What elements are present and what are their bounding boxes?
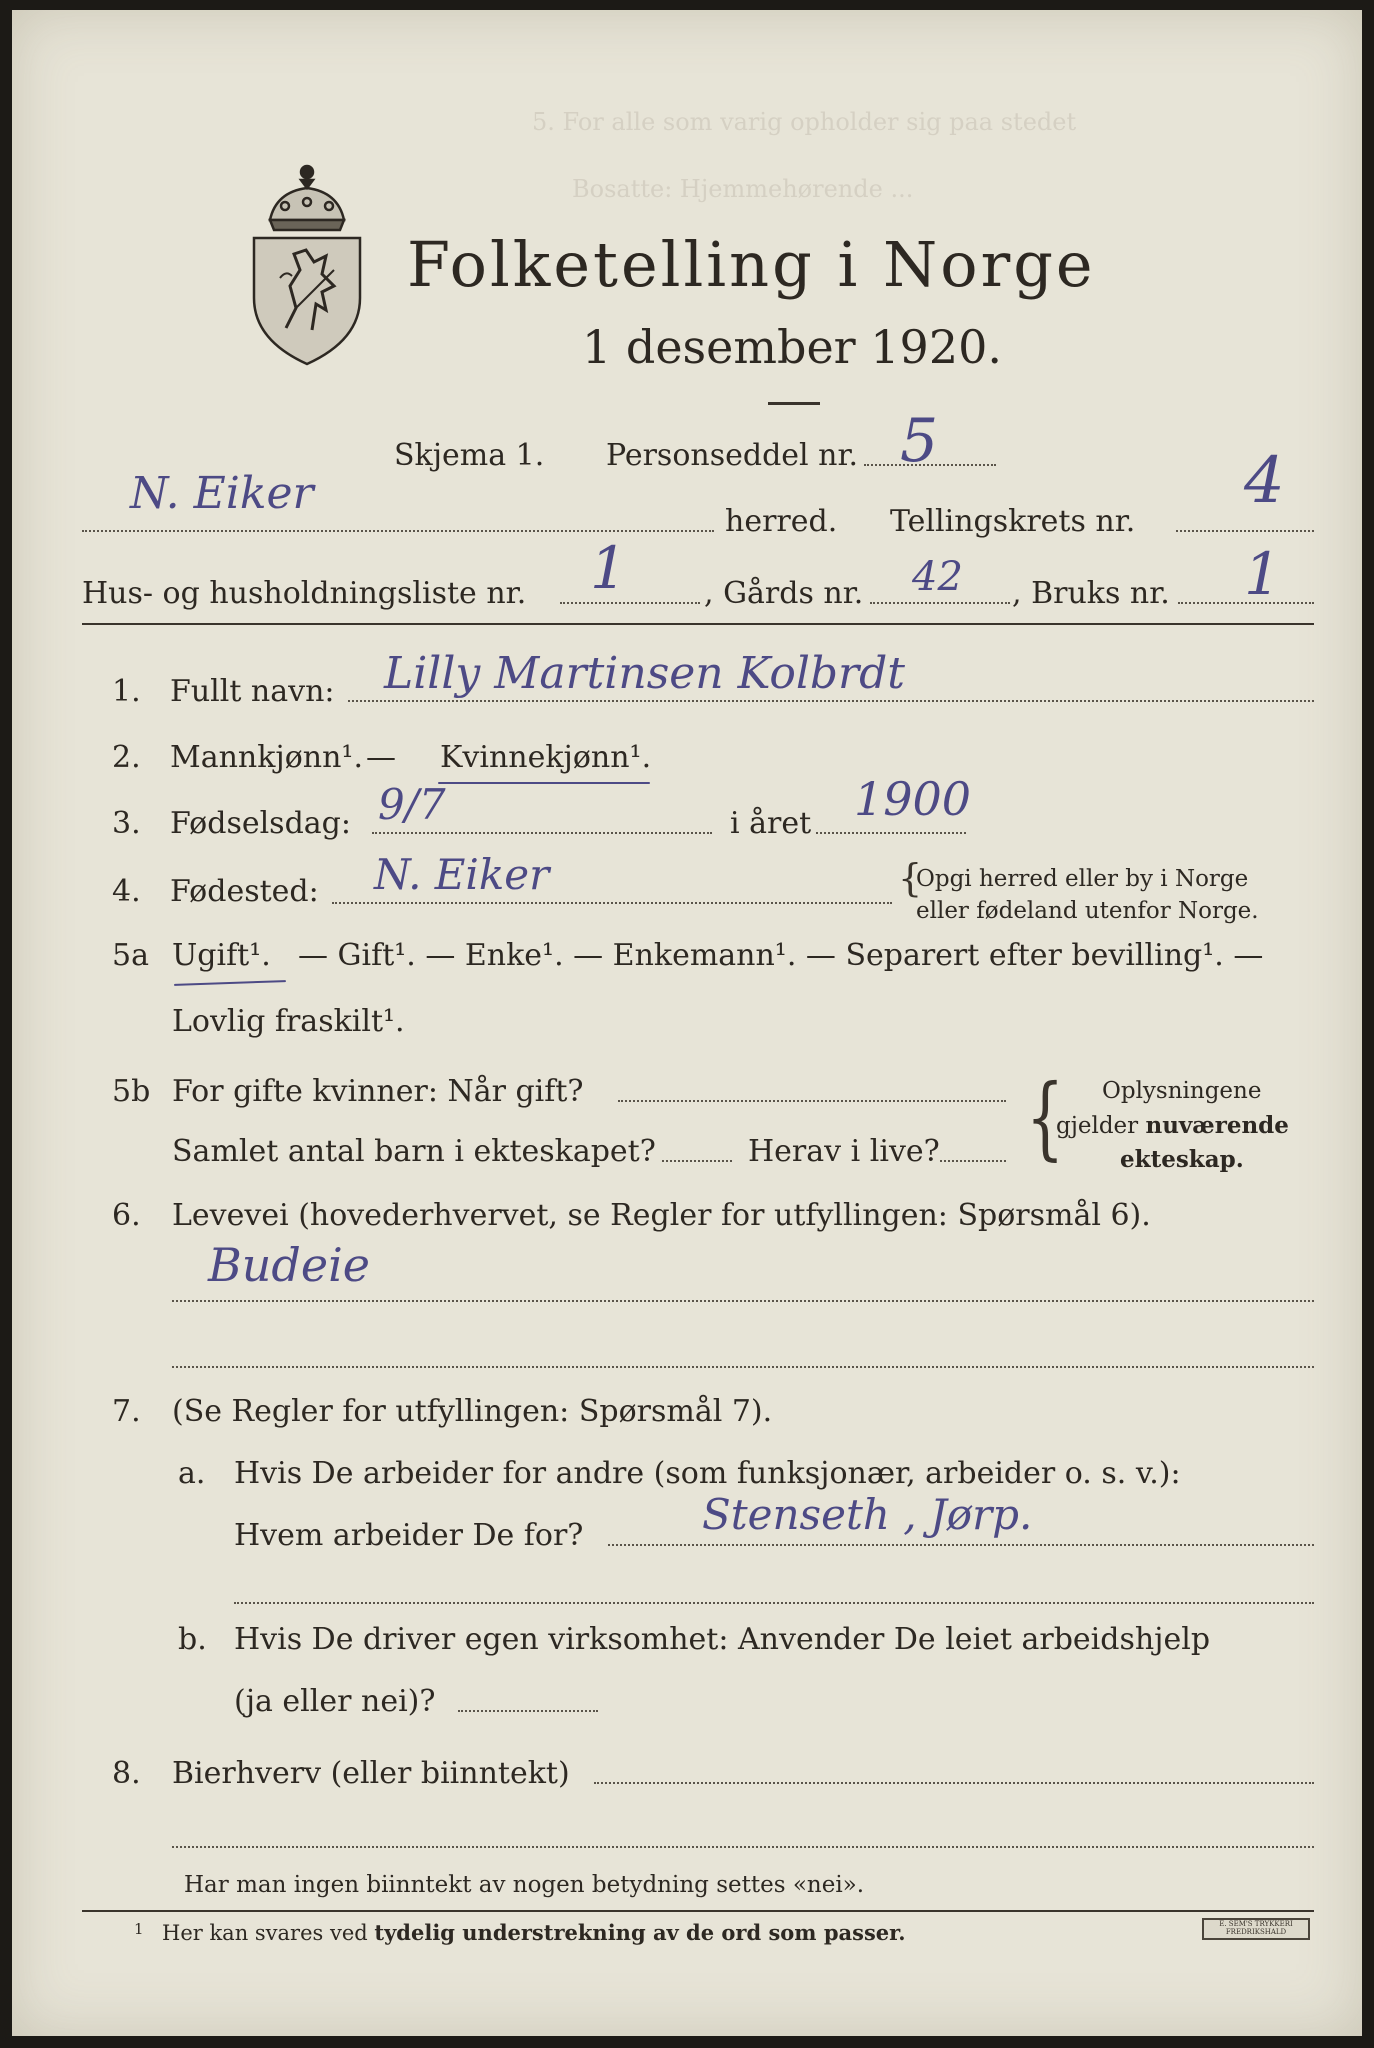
ugift-option: Ugift¹. [172,938,271,973]
occupation-value: Budeie [208,1238,371,1292]
bruks-label: , Bruks nr. [1012,576,1170,611]
husholdningsliste-label: Hus- og husholdningsliste nr. [82,576,527,611]
occupation-line-1 [172,1300,1314,1302]
birthplace-note-line1: Opgi herred eller by i Norge [916,866,1249,892]
footer-divider [82,1910,1314,1912]
q7-number: 7. [112,1394,141,1429]
q6-number: 6. [112,1198,141,1233]
husholdningsliste-line [560,602,700,604]
marriage-note-line3: ekteskap. [1120,1146,1244,1173]
q2-dash: — [366,740,396,775]
birthday-line [372,832,712,834]
personseddel-value: 5 [900,406,939,476]
q8-number: 8. [112,1756,141,1791]
footnote-text [162,1920,906,1945]
marriage-note-line2-bold: nuværende [1145,1112,1289,1139]
tellingskrets-value: 4 [1244,444,1285,518]
printer-stamp: E. SEM'S TRYKKERI FREDRIKSHALD [1202,1918,1310,1940]
children-count-label: Samlet antal barn i ekteskapet? [172,1134,656,1169]
lovlig-fraskilt-option: Lovlig fraskilt¹. [172,1004,405,1039]
q1-number: 1. [112,674,141,709]
bruks-value: 1 [1244,540,1281,608]
q4-number: 4. [112,874,141,909]
q5a-number: 5a [112,938,149,973]
q5b-number: 5b [112,1074,151,1109]
q7-label: (Se Regler for utfyllingen: Spørsmål 7). [172,1394,773,1429]
side-income-line [594,1782,1314,1784]
footnote-mark: 1 [134,1920,144,1938]
birthplace-label: Fødested: [170,874,319,909]
title-divider [768,402,820,405]
occupation-line-2 [172,1366,1314,1368]
children-alive-line [940,1160,1006,1162]
ugift-underline [174,980,286,986]
employer-value: Stenseth , Jørp. [702,1490,1033,1539]
q7a-letter: a. [178,1456,206,1491]
form-date: 1 desember 1920. [582,320,1002,374]
marriage-note-line1: Oplysningene [1102,1078,1262,1104]
husholdningsliste-value: 1 [590,534,627,602]
full-name-value: Lilly Martinsen Kolbrdt [384,648,905,699]
full-name-line [348,700,1314,702]
q7b-text: Hvis De driver egen virksomhet: Anvender De leiet arbeidshjelp [234,1622,1211,1657]
footnote-text-regular: Her kan svares ved [162,1921,375,1945]
census-form-sheet [12,10,1362,2036]
civil-status-options: — Gift¹. — Enke¹. — Enkemann¹. — Separert efter bevilling¹. — [298,938,1264,973]
hired-help-line [458,1710,598,1712]
birthplace-line [332,902,892,904]
side-income-line-2 [172,1846,1314,1848]
married-when-label: For gifte kvinner: Når gift? [172,1074,584,1109]
kvinnekjonn-option: Kvinnekjønn¹. [440,740,652,775]
herred-label: herred. [725,504,838,539]
side-income-note: Har man ingen biinntekt av nogen betydning settes «nei». [184,1872,865,1898]
gards-value: 42 [912,554,963,600]
kvinnekjonn-underline [438,782,650,784]
gards-label: , Gårds nr. [704,576,864,611]
married-when-line [618,1100,1006,1102]
personseddel-label: Personseddel nr. [606,438,859,473]
birthday-value: 9/7 [378,780,446,829]
side-income-label: Bierhverv (eller biinntekt) [172,1756,570,1791]
employer-line-2 [234,1602,1314,1604]
employer-label: Hvem arbeider De for? [234,1518,584,1553]
footnote-text-bold: tydelig understrekning av de ord som passer. [374,1920,906,1945]
birth-year-line [816,832,966,834]
marriage-note-line2-regular: gjelder [1056,1113,1146,1139]
tellingskrets-line [1176,530,1314,532]
full-name-label: Fullt navn: [170,674,335,709]
occupation-label: Levevei (hovederhvervet, se Regler for utfyllingen: Spørsmål 6). [172,1198,1151,1233]
q7b-letter: b. [178,1622,207,1657]
children-count-line [662,1160,732,1162]
marriage-note-brace: { [1026,1066,1065,1171]
hired-help-label: (ja eller nei)? [234,1684,436,1719]
children-alive-label: Herav i live? [748,1134,940,1169]
mannkjonn-option: Mannkjønn¹. [170,740,363,775]
municipality-value: N. Eiker [130,468,314,519]
birth-year-label: i året [730,806,812,841]
show-through-text-2: Bosatte: Hjemmehørende ... [572,175,914,203]
employer-line [608,1544,1314,1546]
marriage-note-line2 [1056,1112,1289,1139]
show-through-text-1: 5. For alle som varig opholder sig paa stedet [532,108,1077,136]
norwegian-coat-of-arms-icon [240,158,374,368]
schema-label: Skjema 1. [394,438,545,473]
q3-number: 3. [112,806,141,841]
birthday-label: Fødselsdag: [170,806,351,841]
q7a-text: Hvis De arbeider for andre (som funksjonær, arbeider o. s. v.): [234,1456,1181,1491]
municipality-line [82,530,714,532]
gards-line [870,602,1010,604]
form-title: Folketelling i Norge [407,228,1096,301]
q2-number: 2. [112,740,141,775]
header-divider [82,623,1314,625]
birth-year-value: 1900 [854,772,972,826]
birthplace-note-brace: { [898,856,923,900]
birthplace-value: N. Eiker [374,850,550,899]
birthplace-note-line2: eller fødeland utenfor Norge. [916,898,1259,924]
tellingskrets-label: Tellingskrets nr. [890,504,1136,539]
